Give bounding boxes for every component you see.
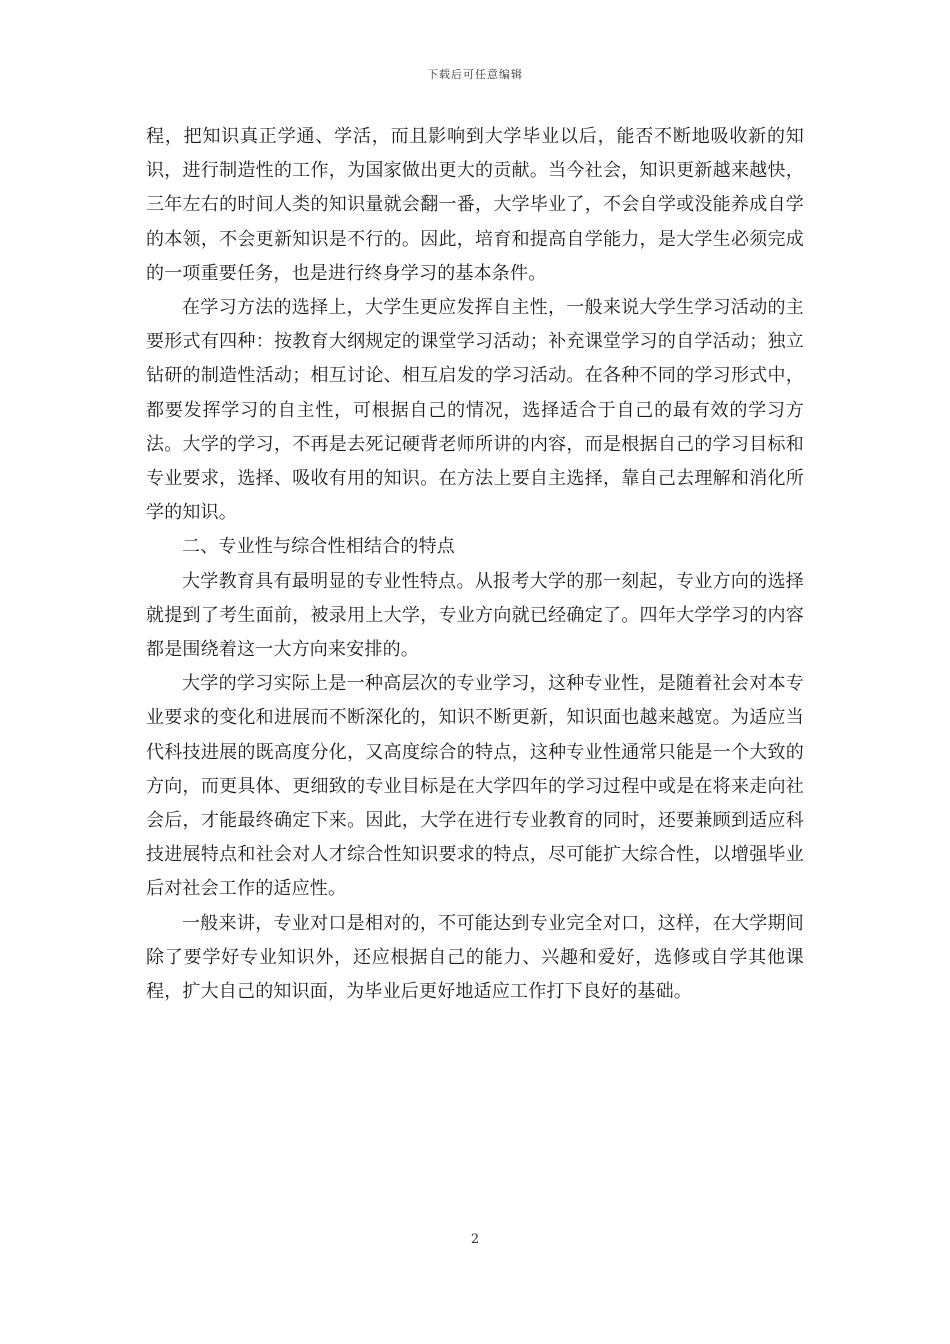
- page-header: 下载后可任意编辑: [427, 68, 523, 81]
- paragraph-3: 大学教育具有最明显的专业性特点。从报考大学的那一刻起，专业方向的选择就提到了考生面前，被录用上大学，专业方向就已经确定了。四年大学学习的内容都是围绕着这一大方向来安排的。: [146, 570, 804, 661]
- body-text: [146, 120, 804, 1009]
- page-number: 2: [470, 1232, 480, 1247]
- paragraph-5: 一般来讲，专业对口是相对的，不可能达到专业完全对口，这样，在大学期间除了要学好专业知识外，还应根据自己的能力、兴趣和爱好，选修或自学其他课程，扩大自己的知识面，为毕业后更好地适应工作打下良好的基础。: [146, 912, 804, 1003]
- section-heading: 二、专业性与综合性相结合的特点: [182, 536, 455, 558]
- paragraph-1: 程，把知识真正学通、学活，而且影响到大学毕业以后，能否不断地吸收新的知识，进行制造性的工作，为国家做出更大的贡献。当今社会，知识更新越来越快，三年左右的时间人类的知识量就会翻一番，大学毕业了，不会自学或没能养成自学的本领，不会更新知识是不行的。因此，培育和提高自学能力，是大学生必须完成的一项重要任务，也是进行终身学习的基本条件。: [146, 126, 804, 284]
- paragraph-4: 大学的学习实际上是一种高层次的专业学习，这种专业性，是随着社会对本专业要求的变化和进展而不断深化的，知识不断更新，知识面也越来越宽。为适应当代科技进展的既高度分化，又高度综合的特点，这种专业性通常只能是一个大致的方向，而更具体、更细致的专业目标是在大学四年的学习过程中或是在将来走向社会后，才能最终确定下来。因此，大学在进行专业教育的同时，还要兼顾到适应科技进展特点和社会对人才综合性知识要求的特点，尽可能扩大综合性，以增强毕业后对社会工作的适应性。: [146, 673, 804, 900]
- paragraph-2: 在学习方法的选择上，大学生更应发挥自主性，一般来说大学生学习活动的主要形式有四种：按教育大纲规定的课堂学习活动；补充课堂学习的自学活动；独立钻研的制造性活动；相互讨论、相互启发的学习活动。在各种不同的学习形式中，都要发挥学习的自主性，可根据自己的情况，选择适合于自己的最有效的学习方法。大学的学习，不再是去死记硬背老师所讲的内容，而是根据自己的学习目标和专业要求，选择、吸收有用的知识。在方法上要自主选择，靠自己去理解和消化所学的知识。: [146, 297, 804, 524]
